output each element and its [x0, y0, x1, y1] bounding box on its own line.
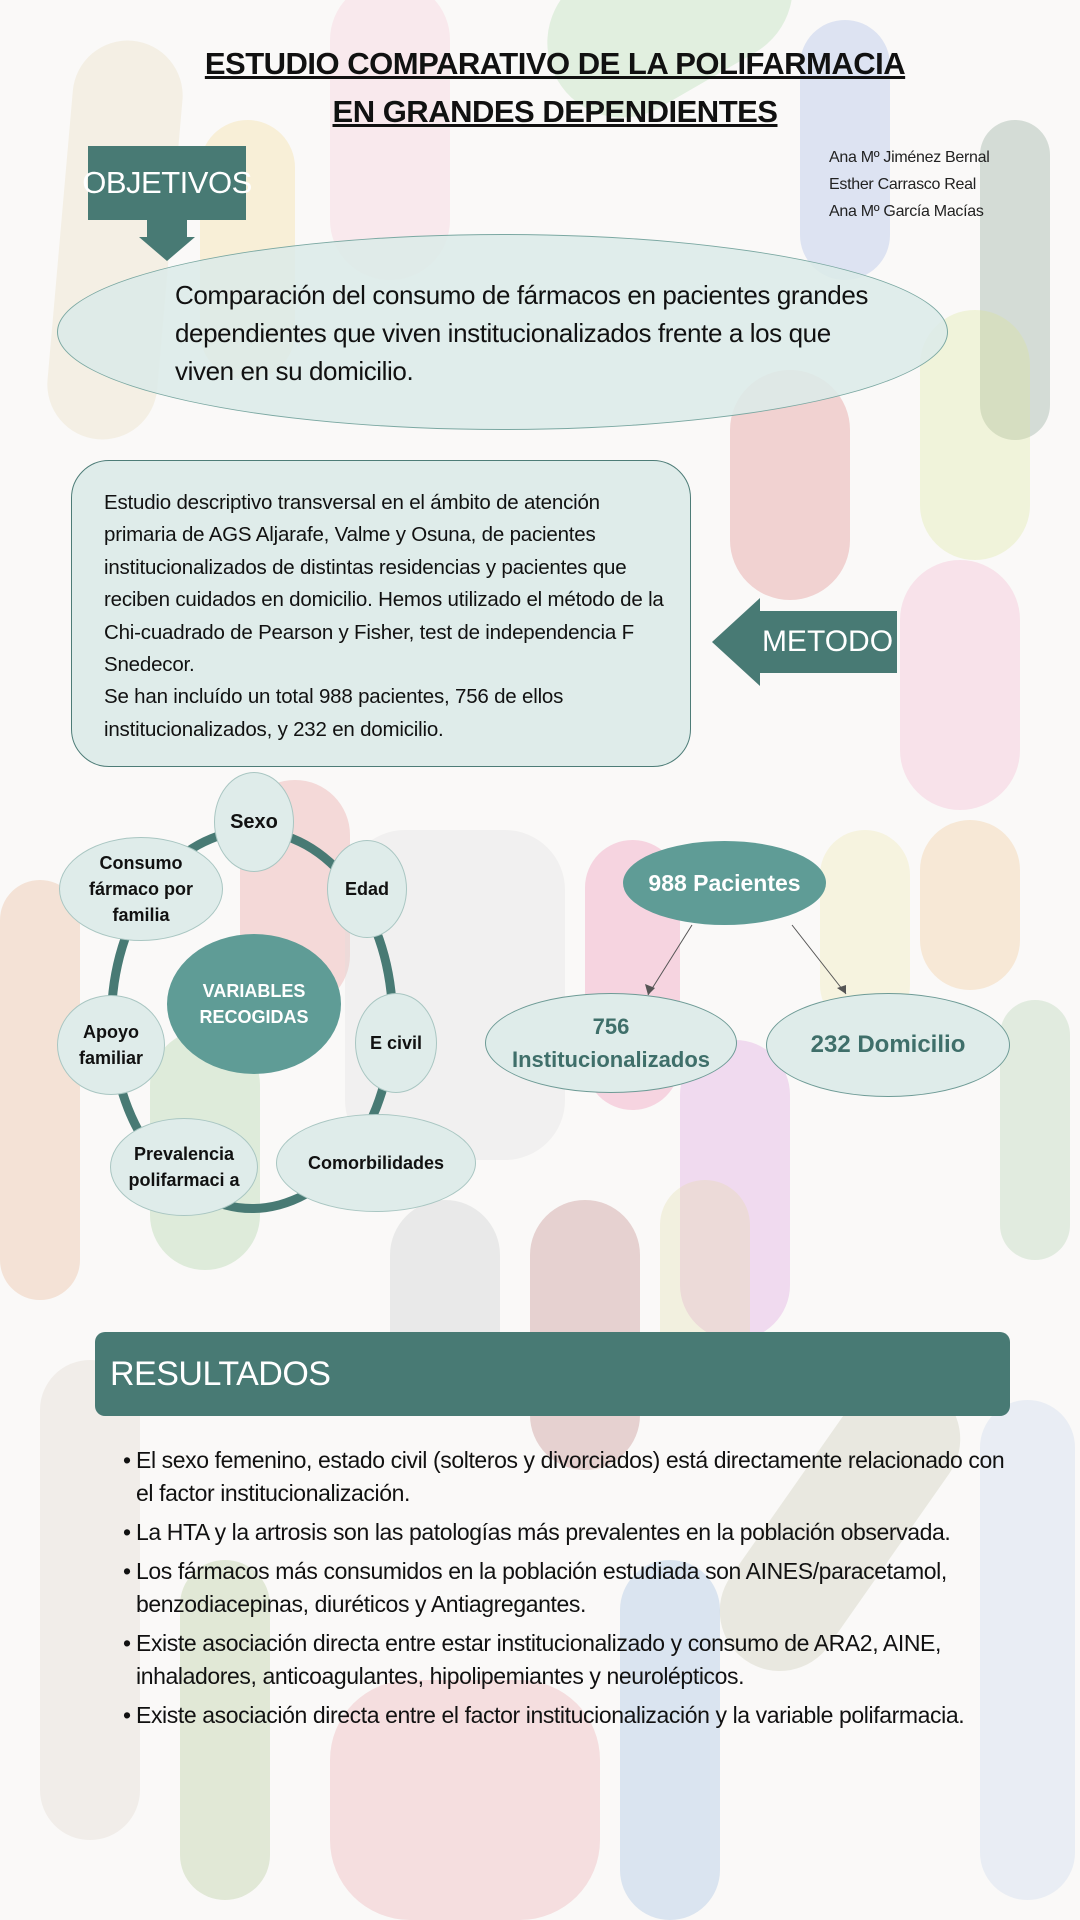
variable-edad: Edad [327, 840, 407, 938]
variable-apoyo-familiar: Apoyo familiar [57, 995, 165, 1095]
patients-total-node: 988 Pacientes [623, 841, 826, 925]
author-3: Ana Mº García Macías [829, 203, 984, 220]
variable-e-civil: E civil [355, 993, 437, 1093]
metodo-paragraph-2: Se han incluído un total 988 pacientes, 756 de ellos institucionalizados, y 232 en domicilio. [104, 685, 564, 741]
variable-prevalencia-polifarmacia: Prevalencia polifarmaci a [110, 1118, 258, 1216]
metodo-text [104, 487, 674, 746]
variable-sexo: Sexo [214, 772, 294, 872]
resultado-item-5: • Existe asociación directa entre el factor institucionalización y la variable polifarmacia. [124, 1699, 1014, 1732]
objetivos-arrow-shaft [147, 220, 187, 238]
metodo-paragraph-1: Estudio descriptivo transversal en el ámbito de atención primaria de AGS Aljarafe, Valme y Osuna, de pacientes institucionalizados de distintas residencias y pacientes que reciben cuidados en domicilio. Hemos utilizado el método de la Chi-cuadrado de Pearson y Fisher, test de independencia F Snedecor. [104, 491, 664, 677]
objetivos-text: Comparación del consumo de fármacos en pacientes grandes dependientes que viven institucionalizados frente a los que viven en su domicilio. [175, 280, 869, 386]
poster-title [0, 40, 1080, 136]
arrowhead-institucionalizados [645, 984, 655, 995]
author-1: Ana Mº Jiménez Bernal [829, 149, 990, 166]
metodo-arrow-head [712, 598, 760, 686]
patients-institucionalizados-node: 756 Institucionalizados [485, 993, 737, 1093]
connector-to-domicilio [792, 925, 846, 994]
connector-to-institucionalizados [648, 925, 692, 995]
resultados-list [124, 1444, 1014, 1738]
resultado-item-2: • La HTA y la artrosis son las patologías más prevalentes en la población observada. [124, 1516, 1014, 1549]
title-line-1: ESTUDIO COMPARATIVO DE LA POLIFARMACIA [204, 46, 906, 81]
objetivos-arrow-head [139, 237, 195, 261]
author-2: Esther Carrasco Real [829, 176, 976, 193]
resultado-item-1: • El sexo femenino, estado civil (solteros y divorciados) está directamente relacionado con el factor institucionalización. [124, 1444, 1014, 1510]
variable-comorbilidades: Comorbilidades [276, 1114, 476, 1212]
arrowhead-domicilio [837, 985, 846, 994]
title-line-2: EN GRANDES DEPENDIENTES [332, 94, 778, 129]
resultados-header: RESULTADOS [95, 1332, 1010, 1416]
objetivos-label: OBJETIVOS [88, 146, 246, 220]
patients-domicilio-node: 232 Domicilio [766, 993, 1010, 1097]
metodo-label: METODO [758, 611, 897, 673]
resultado-item-4: • Existe asociación directa entre estar institucionalizado y consumo de ARA2, AINE, inhaladores, anticoagulantes, hipolipemiantes y neurolépticos. [124, 1627, 1014, 1693]
variables-center-node: VARIABLES RECOGIDAS [167, 934, 341, 1074]
variable-consumo-farmaco: Consumo fármaco por familia [59, 837, 223, 941]
authors-list [829, 144, 990, 225]
resultado-item-3: • Los fármacos más consumidos en la población estudiada son AINES/paracetamol, benzodiacepinas, diuréticos y Antiagregantes. [124, 1555, 1014, 1621]
